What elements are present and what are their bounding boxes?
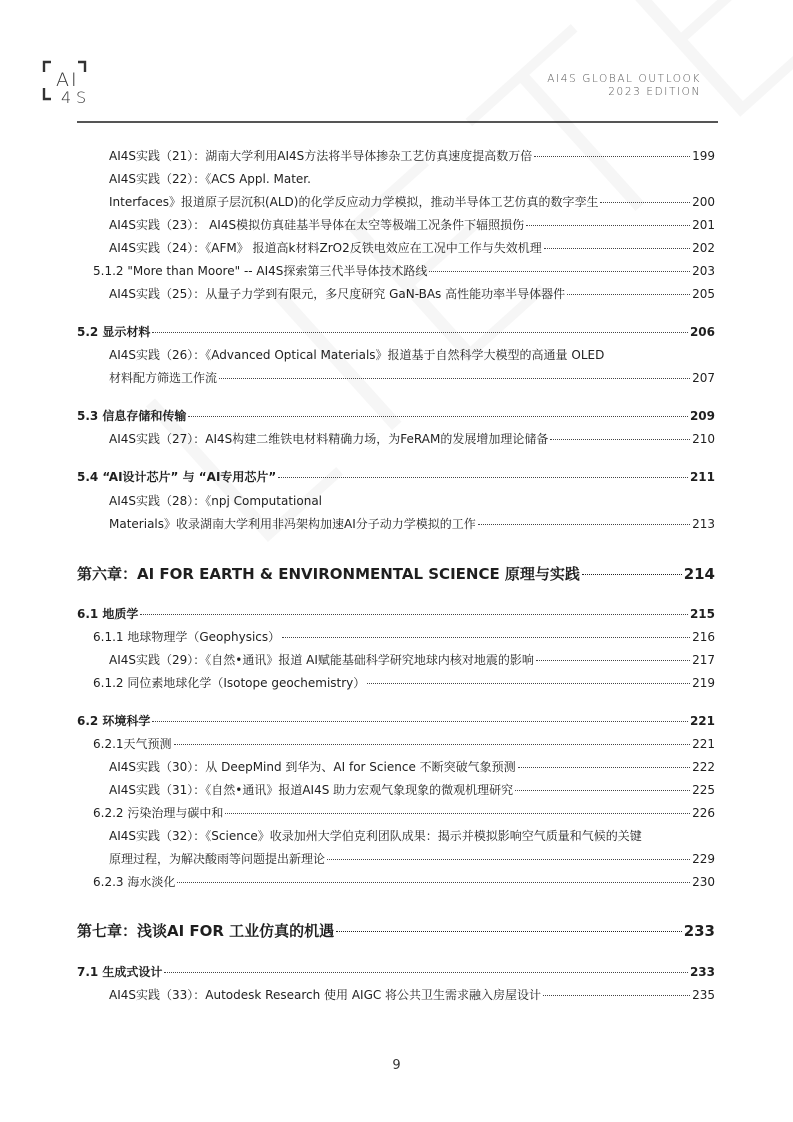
toc-entry-title: AI4S实践（27）：AI4S构建二维铁电材料精确力场，为FeRAM的发展增加理论储备 bbox=[109, 432, 549, 446]
toc-entry[interactable] bbox=[109, 240, 715, 256]
toc-leader-dots bbox=[478, 524, 690, 525]
toc-leader-dots bbox=[582, 574, 682, 575]
toc-entry-title: AI4S实践（29）：《自然•通讯》报道 AI赋能基础科学研究地球内核对地震的影响 bbox=[109, 653, 534, 667]
toc-leader-dots bbox=[534, 156, 690, 157]
toc-entry[interactable] bbox=[93, 736, 715, 752]
toc-entry-title: 7.1 生成式设计 bbox=[77, 965, 163, 979]
toc-entry-page: 214 bbox=[683, 565, 715, 583]
toc-entry-page: 207 bbox=[692, 371, 715, 385]
toc-entry-page: 222 bbox=[692, 760, 715, 774]
toc-entry-page: 230 bbox=[692, 875, 715, 889]
toc-entry-page: 229 bbox=[692, 852, 715, 866]
toc-leader-dots bbox=[336, 931, 682, 932]
toc-leader-dots bbox=[152, 332, 688, 333]
toc-entry[interactable] bbox=[93, 805, 715, 821]
toc-entry-title: 5.3 信息存储和传输 bbox=[77, 409, 187, 423]
toc-entry-page: 199 bbox=[692, 149, 715, 163]
toc-entry-title: 6.1 地质学 bbox=[77, 607, 139, 621]
toc-entry[interactable] bbox=[109, 370, 715, 386]
toc-entry[interactable] bbox=[109, 217, 715, 233]
toc-entry-title: 6.2 环境科学 bbox=[77, 714, 151, 728]
toc-entry[interactable] bbox=[109, 652, 715, 668]
toc-leader-dots bbox=[188, 416, 688, 417]
page-number: 9 bbox=[392, 1058, 401, 1073]
toc-entry-page: 205 bbox=[692, 287, 715, 301]
toc-entry-title: Interfaces》报道原子层沉积(ALD)的化学反应动力学模拟，推动半导体工艺仿真的数字孪生 bbox=[109, 195, 599, 209]
toc-entry-title: 5.4 “AI设计芯片” 与 “AI专用芯片” bbox=[77, 470, 277, 484]
toc-leader-dots bbox=[225, 813, 690, 814]
toc-entry-title: 6.2.2 污染治理与碳中和 bbox=[93, 806, 224, 820]
toc-entry[interactable] bbox=[109, 194, 715, 210]
toc-entry-title: AI4S实践（21）：湖南大学利用AI4S方法将半导体掺杂工艺仿真速度提高数万倍 bbox=[109, 149, 533, 163]
toc-leader-dots bbox=[174, 744, 691, 745]
toc-entry-title: 6.2.3 海水淡化 bbox=[93, 875, 176, 889]
toc-entry[interactable] bbox=[109, 759, 715, 775]
toc-leader-dots bbox=[526, 225, 690, 226]
toc-leader-dots bbox=[550, 439, 690, 440]
toc-entry-page: 217 bbox=[692, 653, 715, 667]
toc-entry[interactable] bbox=[93, 675, 715, 691]
toc-entry-title[interactable]: AI4S实践（22）：《ACS Appl. Mater. bbox=[109, 172, 311, 186]
toc-entry-title: 5.1.2 "More than Moore" -- AI4S探索第三代半导体技术路线 bbox=[93, 264, 428, 278]
toc-entry-page: 203 bbox=[692, 264, 715, 278]
toc-entry-title: 材料配方筛选工作流 bbox=[109, 371, 218, 385]
svg-text:A: A bbox=[56, 69, 69, 91]
svg-text:S: S bbox=[76, 88, 87, 106]
toc-leader-dots bbox=[367, 683, 690, 684]
toc-leader-dots bbox=[327, 859, 690, 860]
toc-section[interactable] bbox=[77, 469, 715, 485]
toc-leader-dots bbox=[429, 271, 690, 272]
ai4s-logo bbox=[34, 58, 94, 106]
toc-entry[interactable] bbox=[109, 431, 715, 447]
toc-entry-page: 235 bbox=[692, 988, 715, 1002]
svg-text:I: I bbox=[71, 69, 77, 91]
toc-leader-dots bbox=[140, 614, 688, 615]
toc-entry-title[interactable]: AI4S实践（32）：《Science》收录加州大学伯克利团队成果：揭示并模拟影响空气质量和气候的关键 bbox=[109, 829, 642, 843]
toc-entry-page: 221 bbox=[689, 714, 715, 728]
toc-entry-title: AI4S实践（30）：从 DeepMind 到华为、AI for Science 不断突破气象预测 bbox=[109, 760, 516, 774]
toc-entry-page: 233 bbox=[683, 922, 715, 940]
toc-entry[interactable] bbox=[109, 148, 715, 164]
toc-entry-title[interactable]: AI4S实践（28）：《npj Computational bbox=[109, 494, 323, 508]
toc-leader-dots bbox=[600, 202, 690, 203]
toc-entry[interactable] bbox=[109, 851, 715, 867]
toc-entry[interactable] bbox=[109, 987, 715, 1003]
toc-entry-title: 6.1.1 地球物理学（Geophysics） bbox=[93, 630, 281, 644]
toc-leader-dots bbox=[515, 790, 690, 791]
toc-entry-page: 225 bbox=[692, 783, 715, 797]
header-divider bbox=[77, 121, 718, 123]
toc-leader-dots bbox=[177, 882, 690, 883]
toc-chapter[interactable] bbox=[77, 564, 715, 584]
toc-entry-page: 209 bbox=[689, 409, 715, 423]
toc-entry-title: 原理过程，为解决酸雨等问题提出新理论 bbox=[109, 852, 326, 866]
toc-entry-page: 216 bbox=[692, 630, 715, 644]
header-title-line1: AI4S GLOBAL OUTLOOK bbox=[547, 73, 701, 85]
header-title-line2: 2023 EDITION bbox=[608, 85, 701, 98]
toc-entry-title: AI4S实践（23）： AI4S模拟仿真硅基半导体在太空等极端工况条件下辐照损伤 bbox=[109, 218, 525, 232]
toc-leader-dots bbox=[164, 972, 688, 973]
toc-entry-page: 226 bbox=[692, 806, 715, 820]
toc-entry-page: 215 bbox=[689, 607, 715, 621]
toc-section[interactable] bbox=[77, 964, 715, 980]
toc-leader-dots bbox=[543, 995, 690, 996]
toc-entry-page: 213 bbox=[692, 517, 715, 531]
toc-entry[interactable] bbox=[93, 874, 715, 890]
toc-entry-page: 211 bbox=[689, 470, 715, 484]
toc-entry-page: 233 bbox=[689, 965, 715, 979]
toc-entry-title: 第六章：AI FOR EARTH & ENVIRONMENTAL SCIENCE 原理与实践 bbox=[77, 565, 580, 583]
toc-entry-page: 210 bbox=[692, 432, 715, 446]
toc-entry-page: 219 bbox=[692, 676, 715, 690]
toc-entry-page: 201 bbox=[692, 218, 715, 232]
toc-leader-dots bbox=[544, 248, 690, 249]
svg-text:4: 4 bbox=[61, 88, 72, 106]
toc-entry[interactable] bbox=[109, 782, 715, 798]
toc-section[interactable] bbox=[77, 408, 715, 424]
toc-entry-page: 202 bbox=[692, 241, 715, 255]
toc-leader-dots bbox=[282, 637, 690, 638]
toc-entry-title[interactable]: AI4S实践（26）：《Advanced Optical Materials》报道基于自然科学大模型的高通量 OLED bbox=[109, 348, 605, 362]
toc-section[interactable] bbox=[77, 606, 715, 622]
toc-entry-title: 6.2.1天气预测 bbox=[93, 737, 172, 751]
toc-leader-dots bbox=[219, 378, 690, 379]
toc-chapter[interactable] bbox=[77, 921, 715, 941]
toc-entry-title: 6.1.2 同位素地球化学（Isotope geochemistry） bbox=[93, 676, 366, 690]
toc-entry-page: 206 bbox=[689, 325, 715, 339]
toc-entry-page: 221 bbox=[692, 737, 715, 751]
toc-leader-dots bbox=[152, 721, 688, 722]
toc-entry-title: AI4S实践（24）：《AFM》 报道高k材料ZrO2反铁电效应在工况中工作与失效机理 bbox=[109, 241, 542, 255]
toc-section[interactable] bbox=[77, 324, 715, 340]
toc-leader-dots bbox=[567, 294, 690, 295]
toc-entry-title: AI4S实践（33）：Autodesk Research 使用 AIGC 将公共卫生需求融入房屋设计 bbox=[109, 988, 542, 1002]
toc-leader-dots bbox=[518, 767, 690, 768]
toc-entry-title: AI4S实践（25）：从量子力学到有限元，多尺度研究 GaN-BAs 高性能功率半导体器件 bbox=[109, 287, 566, 301]
toc-entry[interactable] bbox=[93, 629, 715, 645]
toc-entry[interactable] bbox=[109, 286, 715, 302]
toc-entry-title: 5.2 显示材料 bbox=[77, 325, 151, 339]
toc-entry[interactable] bbox=[109, 516, 715, 532]
toc-entry-title: 第七章：浅谈AI FOR 工业仿真的机遇 bbox=[77, 922, 335, 940]
toc-entry[interactable] bbox=[93, 263, 715, 279]
toc-entry-page: 200 bbox=[692, 195, 715, 209]
toc-entry-title: AI4S实践（31）：《自然•通讯》报道AI4S 助力宏观气象现象的微观机理研究 bbox=[109, 783, 514, 797]
toc-entry-title: Materials》收录湖南大学利用非冯架构加速AI分子动力学模拟的工作 bbox=[109, 517, 476, 531]
toc-section[interactable] bbox=[77, 713, 715, 729]
toc-leader-dots bbox=[536, 660, 690, 661]
toc-leader-dots bbox=[278, 477, 688, 478]
header-title bbox=[547, 73, 701, 98]
